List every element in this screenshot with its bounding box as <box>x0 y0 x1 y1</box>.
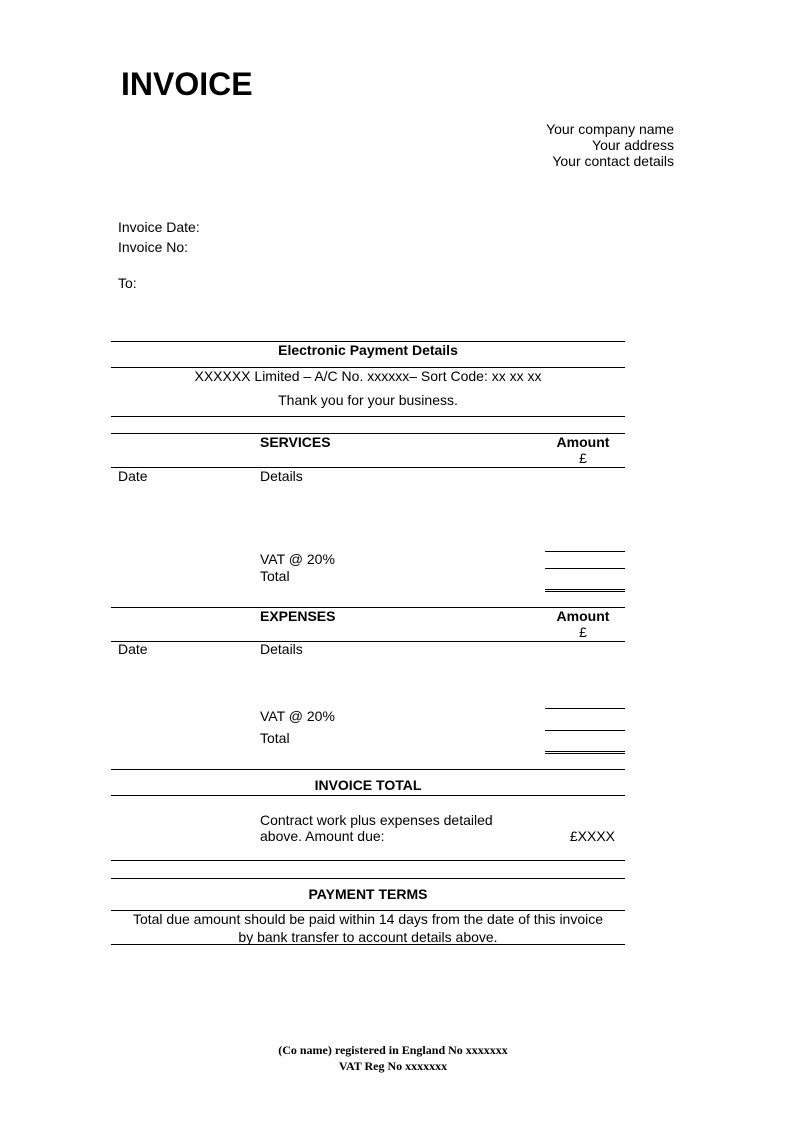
services-vat-label: VAT @ 20% <box>260 551 335 567</box>
company-address: Your address <box>592 137 674 153</box>
expenses-currency: £ <box>579 624 587 640</box>
company-name: Your company name <box>546 121 674 137</box>
expenses-heading: EXPENSES <box>260 608 336 624</box>
services-currency: £ <box>579 450 587 466</box>
invoice-title: INVOICE <box>121 66 253 102</box>
payment-terms-line-1: Total due amount should be paid within 14 days from the date of this invoice <box>132 911 604 927</box>
invoice-total-heading: INVOICE TOTAL <box>314 777 422 793</box>
invoice-total-description-2: above. Amount due: <box>260 828 385 844</box>
amount-underline <box>545 730 625 731</box>
expenses-amount-label: Amount <box>556 608 610 624</box>
expenses-details-label: Details <box>260 641 303 657</box>
account-line: XXXXXX Limited – A/C No. xxxxxx– Sort Code: xx xx xx <box>194 368 542 384</box>
to-label: To: <box>118 275 137 291</box>
invoice-date-label: Invoice Date: <box>118 219 200 235</box>
services-total-label: Total <box>260 568 290 584</box>
amount-underline <box>545 551 625 552</box>
total-double-underline <box>545 751 625 754</box>
divider-line <box>111 795 625 796</box>
divider-line <box>111 860 625 861</box>
divider-line <box>111 878 625 879</box>
footer-registration: (Co name) registered in England No xxxxxxx <box>278 1043 508 1057</box>
expenses-total-label: Total <box>260 730 290 746</box>
services-date-label: Date <box>118 468 148 484</box>
payment-terms-line-2: by bank transfer to account details above. <box>238 929 498 945</box>
expenses-vat-label: VAT @ 20% <box>260 708 335 724</box>
divider-line <box>111 641 625 642</box>
divider-line <box>111 769 625 770</box>
footer-vat-reg: VAT Reg No xxxxxxx <box>338 1059 448 1073</box>
company-contact: Your contact details <box>552 153 674 169</box>
amount-underline <box>545 708 625 709</box>
total-double-underline <box>545 589 625 592</box>
invoice-total-amount: £XXXX <box>569 828 615 844</box>
services-amount-label: Amount <box>556 434 610 450</box>
services-details-label: Details <box>260 468 303 484</box>
amount-underline <box>545 568 625 569</box>
divider-line <box>111 416 625 417</box>
invoice-no-label: Invoice No: <box>118 239 189 255</box>
payment-terms-heading: PAYMENT TERMS <box>308 886 428 902</box>
divider-line <box>111 467 625 468</box>
payment-details-heading: Electronic Payment Details <box>278 342 458 358</box>
services-heading: SERVICES <box>260 434 331 450</box>
invoice-total-description-1: Contract work plus expenses detailed <box>260 812 493 828</box>
expenses-date-label: Date <box>118 641 148 657</box>
thank-you-text: Thank you for your business. <box>278 392 458 408</box>
divider-line <box>111 944 625 945</box>
